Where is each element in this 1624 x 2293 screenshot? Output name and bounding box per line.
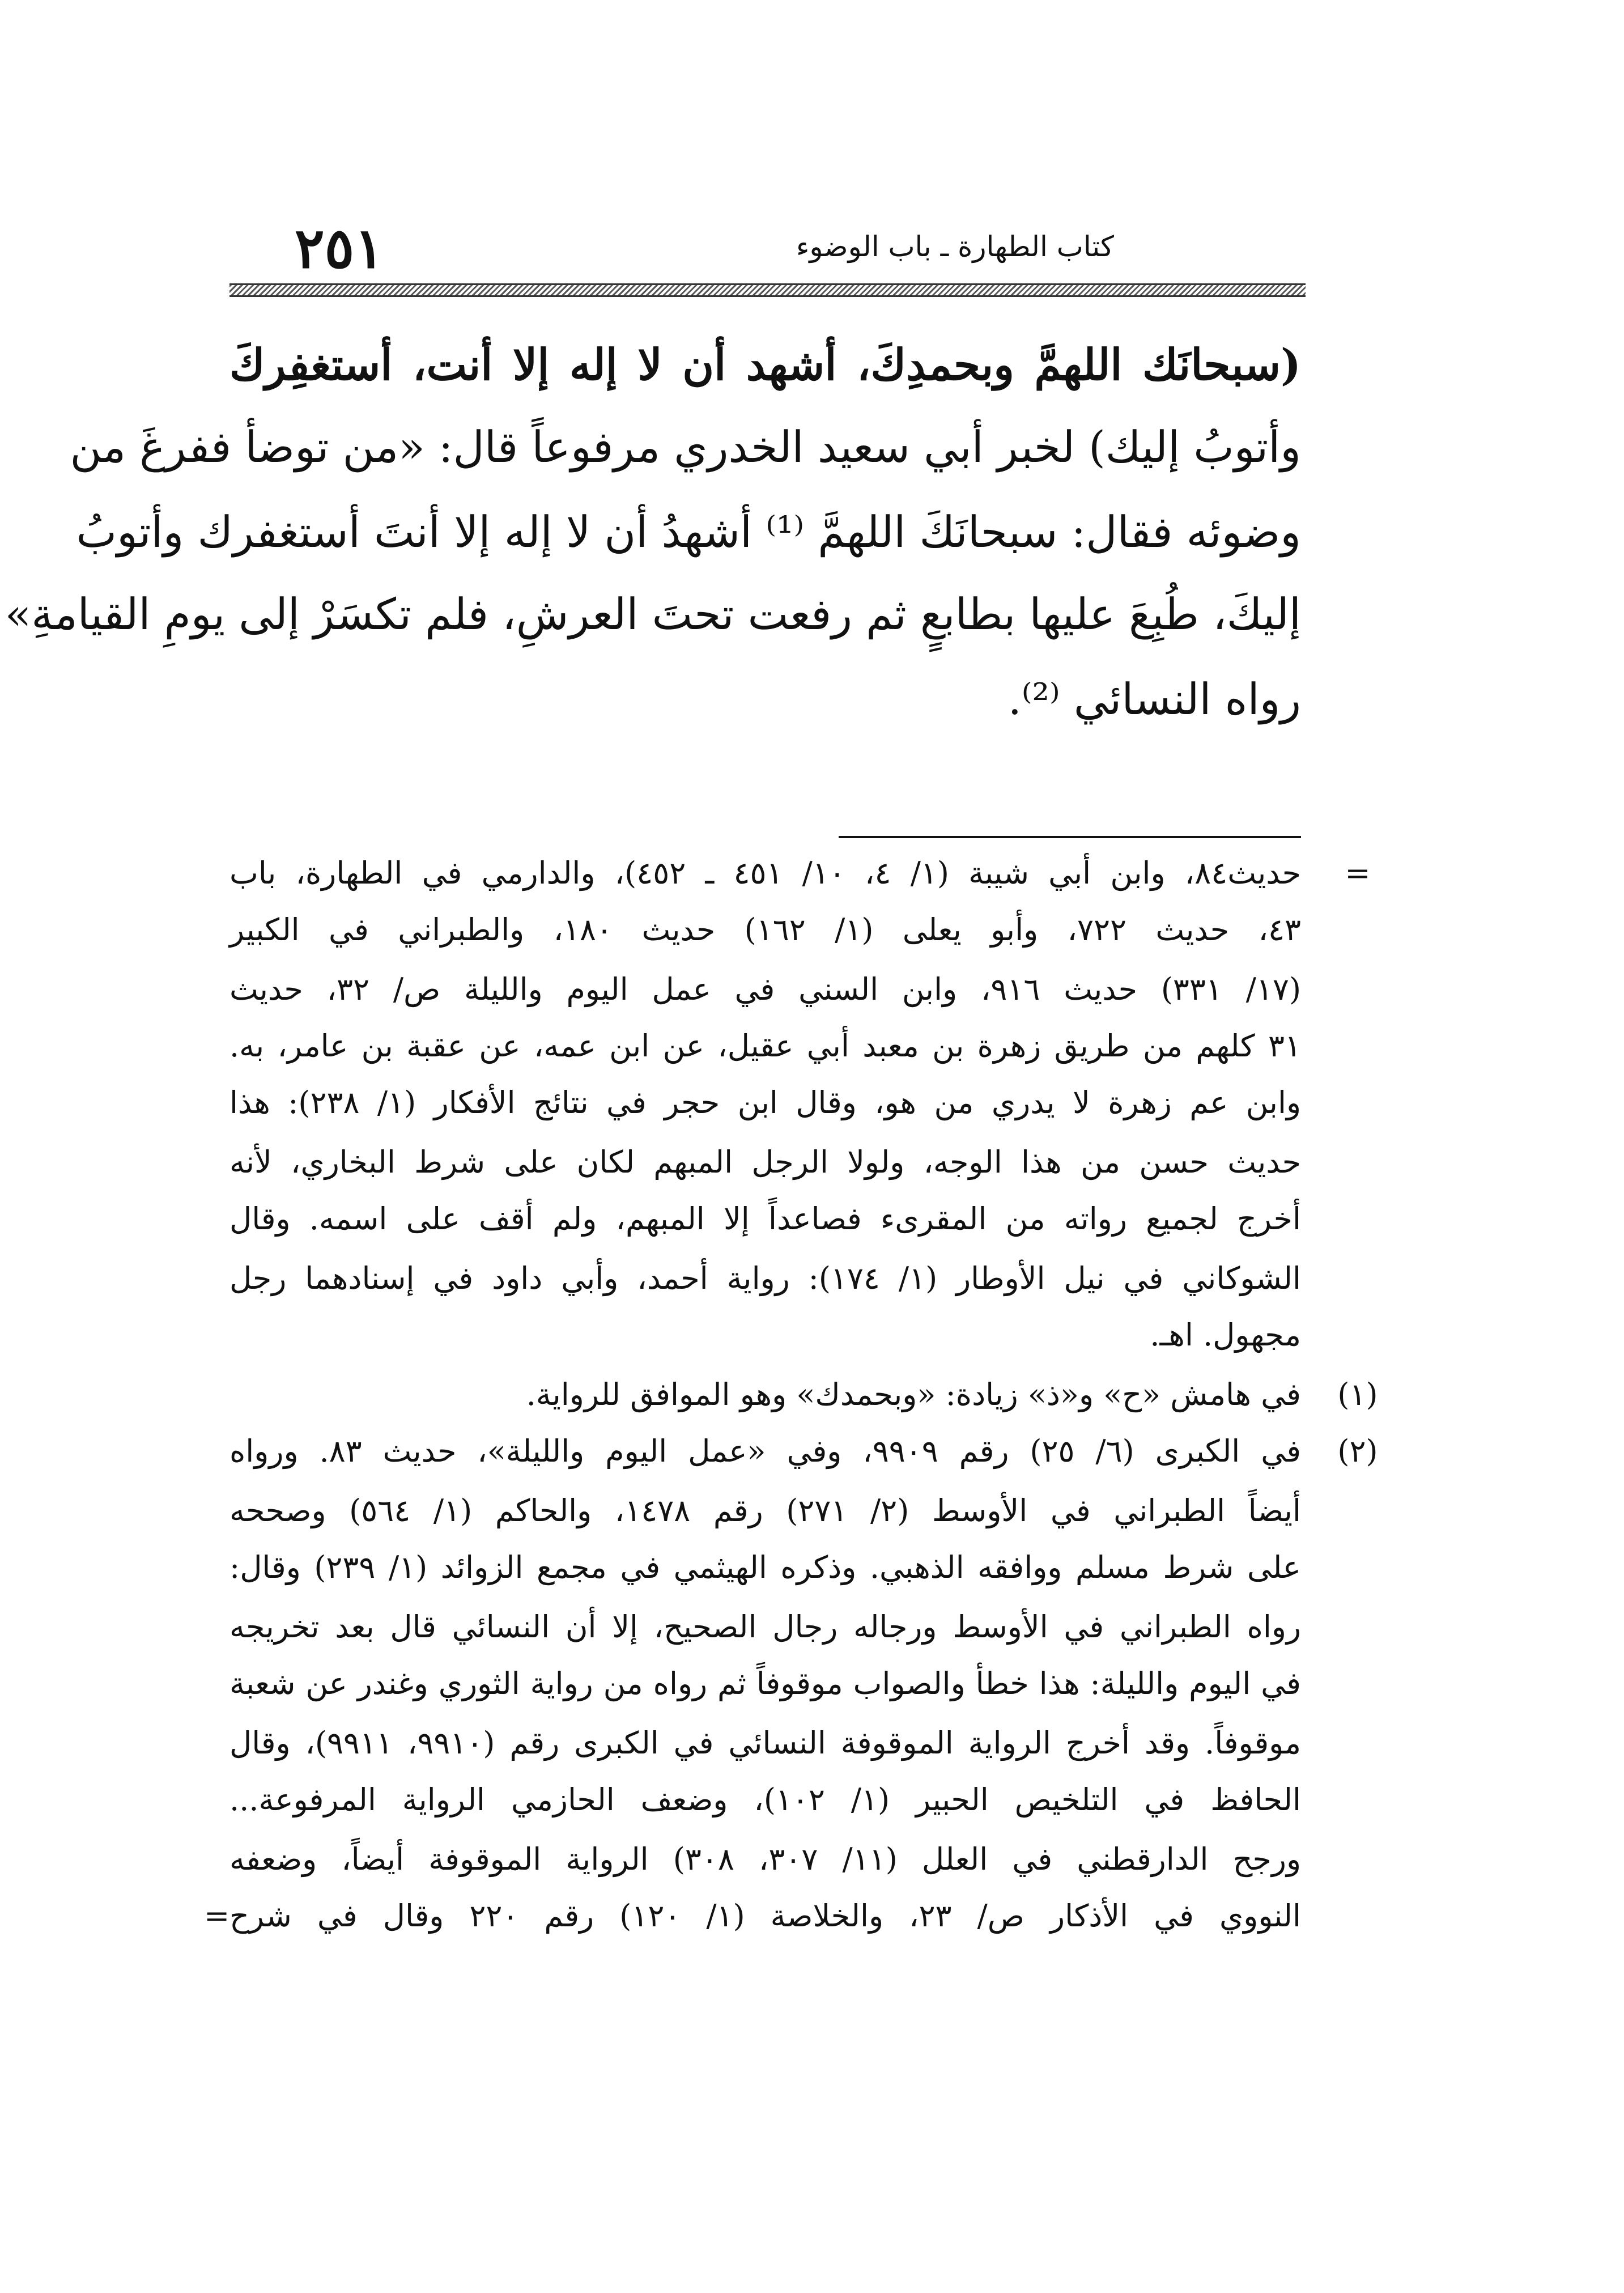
footnote-continuation-line-4: ٣١ كلهم من طريق زهرة بن معبد أبي عقيل، عن ابن عمه، عن عقبة بن عامر، به. [229, 1028, 1301, 1064]
footnote-continuation-line-3: (١٧/ ٣٣١) حديث ٩١٦، وابن السني في عمل اليوم والليلة ص/ ٣٢، حديث [229, 971, 1302, 1007]
footnote-2-line-5: في اليوم والليلة: هذا خطأ والصواب موقوفاً ثم رواه من رواية الثوري وغندر عن شعبة [229, 1666, 1301, 1701]
footnote-2-continues-marker: = [204, 1898, 230, 1934]
footnote-continuation-line-2: ٤٣، حديث ٧٢٢، وأبو يعلى (١/ ١٦٢) حديث ١٨٠، والطبراني في الكبير [229, 912, 1301, 948]
footnote-continuation-line-8: الشوكاني في نيل الأوطار (١/ ١٧٤): رواية أحمد، وأبي داود في إسنادهما رجل [229, 1260, 1301, 1296]
page-number: ٢٥١ [295, 216, 384, 281]
footnote-2-line-4: رواه الطبراني في الأوسط ورجاله رجال الصحيح، إلا أن النسائي قال بعد تخريجه [229, 1609, 1301, 1645]
footnote-continuation-line-1: حديث٨٤، وابن أبي شيبة (١/ ٤، ١٠/ ٤٥١ ـ ٤٥٢)، والدارمي في الطهارة، باب [229, 855, 1302, 891]
footnote-2-line-9: النووي في الأذكار ص/ ٢٣، والخلاصة (١/ ١٢٠) رقم ٢٢٠ وقال في شرح [229, 1898, 1301, 1934]
footnote-continuation-line-5: وابن عم زهرة لا يدري من هو، وقال ابن حجر في نتائج الأفكار (١/ ٢٣٨): هذا [229, 1085, 1302, 1120]
running-header-title: كتاب الطهارة ـ باب الوضوء [796, 230, 1114, 263]
footnote-continuation-line-9: مجهول. اهـ. [1150, 1317, 1301, 1353]
footnote-continuation-line-6: حديث حسن من هذا الوجه، ولولا الرجل المبهم لكان على شرط البخاري، لأنه [229, 1144, 1301, 1180]
footnote-2-line-3: على شرط مسلم ووافقه الذهبي. وذكره الهيثمي في مجمع الزوائد (١/ ٢٣٩) وقال: [229, 1549, 1302, 1585]
main-text-line-2: وأتوبُ إليك) لخبر أبي سعيد الخدري مرفوعاً قال: «من توضأ ففرغَ من [70, 422, 1301, 472]
footnote-1-marker: (١) [1337, 1377, 1378, 1412]
footnote-continuation-line-7: أخرج لجميع رواته من المقرىء فصاعداً إلا المبهم، ولم أقف على اسمه. وقال [229, 1201, 1301, 1237]
footnote-continuation-marker: = [1345, 855, 1371, 891]
main-text-line-4: إليكَ، طُبِعَ عليها بطابعٍ ثم رفعت تحتَ العرشِ، فلم تكسَرْ إلى يومِ القيامةِ» [5, 589, 1301, 639]
main-text-line-3: وضوئه فقال: سبحانَكَ اللهمَّ ⁽¹⁾ أشهدُ أن لا إله إلا أنتَ أستغفرك وأتوبُ [76, 507, 1301, 557]
footnote-2-line-8: ورجح الدارقطني في العلل (١١/ ٣٠٧، ٣٠٨) الرواية الموقوفة أيضاً، وضعفه [229, 1841, 1302, 1877]
footnote-1-line-1: في هامش «ح» و«ذ» زيادة: «وبحمدك» وهو الموافق للرواية. [526, 1377, 1301, 1412]
header-rule [229, 283, 1306, 297]
footnote-2-line-7: الحافظ في التلخيص الحبير (١/ ١٠٢)، وضعف الحازمي الرواية المرفوعة... [229, 1782, 1301, 1818]
footnote-separator [839, 836, 1301, 838]
main-text-line-1: (سبحانَك اللهمَّ وبحمدِكَ، أشهد أن لا إله إلا أنت، أستغفِركَ [229, 339, 1301, 390]
footnote-2-line-6: موقوفاً. وقد أخرج الرواية الموقوفة النسائي في الكبرى رقم (٩٩١٠، ٩٩١١)، وقال [229, 1725, 1301, 1761]
footnote-2-marker: (٢) [1337, 1433, 1378, 1469]
main-text-line-5: رواه النسائي ⁽²⁾. [1007, 674, 1301, 724]
footnote-2-line-1: في الكبرى (٦/ ٢٥) رقم ٩٩٠٩، وفي «عمل اليوم والليلة»، حديث ٨٣. ورواه [229, 1433, 1302, 1469]
footnote-2-line-2: أيضاً الطبراني في الأوسط (٢/ ٢٧١) رقم ١٤٧٨، والحاكم (١/ ٥٦٤) وصححه [229, 1493, 1302, 1528]
